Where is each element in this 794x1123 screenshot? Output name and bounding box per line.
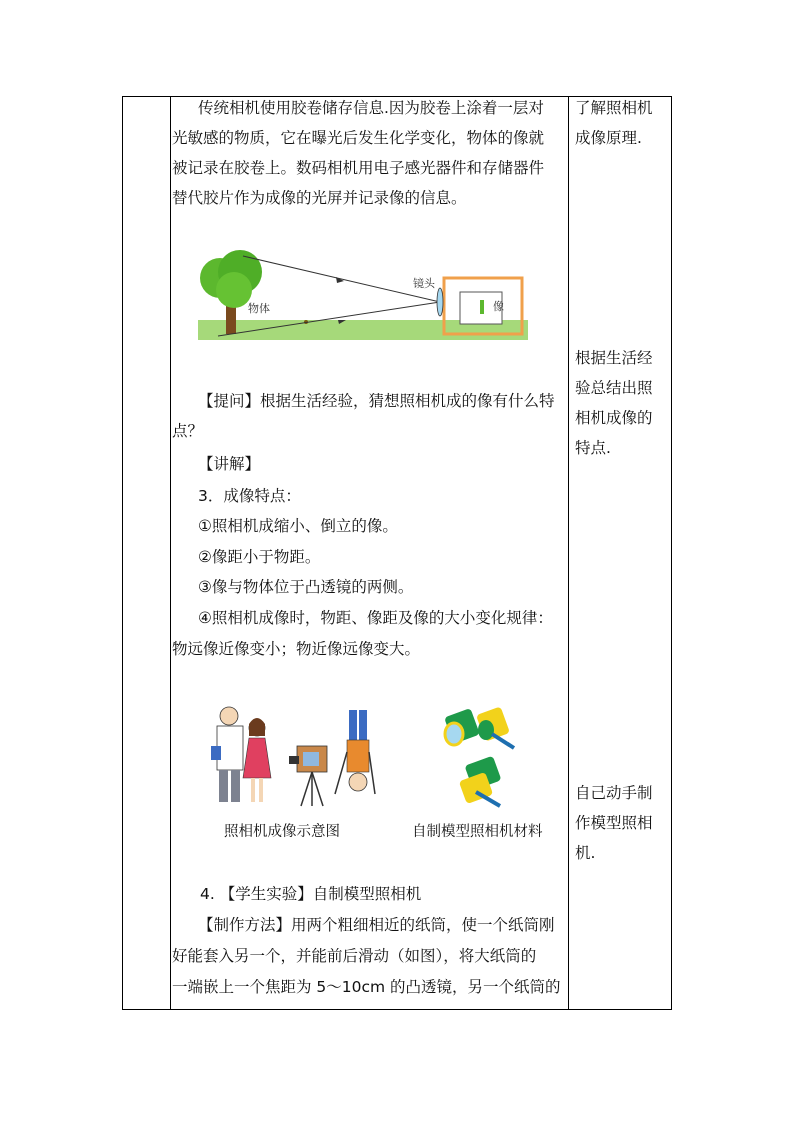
side-note-2 bbox=[575, 343, 665, 463]
side-note-3-line-1: 自己动手制 bbox=[575, 784, 653, 802]
upside-down-figure bbox=[335, 710, 375, 794]
lens-icon bbox=[437, 288, 443, 316]
feature-4-cont: 物远像近像变小；物近像远像变大。 bbox=[172, 640, 421, 658]
image-label: 像 bbox=[493, 300, 504, 313]
camera-imaging-diagram bbox=[198, 250, 528, 342]
side-note-2-line-1: 根据生活经 bbox=[575, 349, 653, 367]
method-line-2: 好能套入另一个，并能前后滑动（如图），将大纸筒的 bbox=[172, 947, 537, 965]
side-note-1-line-1: 了解照相机 bbox=[575, 99, 653, 117]
explain-heading: 【讲解】 bbox=[198, 455, 261, 473]
column-divider-right bbox=[568, 97, 569, 1009]
intro-line-2: 光敏感的物质，它在曝光后发生化学变化，物体的像就 bbox=[172, 129, 545, 147]
column-divider-left bbox=[170, 97, 171, 1009]
intro-line-1: 传统相机使用胶卷储存信息.因为胶卷上涂着一层对 bbox=[198, 99, 544, 117]
question-line-2: 点？ bbox=[172, 422, 204, 440]
feature-2: ②像距小于物距。 bbox=[198, 548, 321, 566]
question-line-1: 【提问】根据生活经验，猜想照相机成的像有什么特 bbox=[198, 392, 555, 410]
experiment-heading: 4. 【学生实验】自制模型照相机 bbox=[200, 885, 422, 903]
features-heading: 3．成像特点： bbox=[198, 487, 301, 505]
object-label: 物体 bbox=[248, 302, 270, 315]
intro-line-4: 替代胶片作为成像的光屏并记录像的信息。 bbox=[172, 189, 467, 207]
girl-figure bbox=[243, 718, 271, 802]
side-note-2-line-4: 特点. bbox=[575, 439, 611, 457]
old-camera-icon bbox=[289, 746, 327, 806]
ray-top bbox=[243, 256, 440, 302]
side-note-3-line-2: 作模型照相 bbox=[575, 814, 653, 832]
side-note-1 bbox=[575, 93, 665, 153]
side-note-3 bbox=[575, 778, 665, 868]
ray-arrow-1 bbox=[336, 277, 344, 283]
method-line-3: 一端嵌上一个焦距为 5～10cm 的凸透镜，另一个纸筒的 bbox=[172, 978, 561, 996]
feature-3: ③像与物体位于凸透镜的两侧。 bbox=[198, 578, 414, 596]
lens-label: 镜头 bbox=[413, 277, 435, 290]
caption-left: 照相机成像示意图 bbox=[224, 824, 340, 840]
side-note-1-line-2: 成像原理. bbox=[575, 129, 642, 147]
method-line-1: 【制作方法】用两个粗细相近的纸筒，使一个纸筒刚 bbox=[198, 916, 555, 934]
tube-pair-bottom bbox=[459, 756, 502, 806]
feature-1: ①照相机成缩小、倒立的像。 bbox=[198, 517, 398, 535]
people-camera-illustration bbox=[205, 702, 385, 810]
side-note-3-line-3: 机. bbox=[575, 844, 596, 862]
side-note-2-line-3: 相机成像的 bbox=[575, 409, 653, 427]
intro-line-3: 被记录在胶卷上。数码相机用电子感光器件和存储器件 bbox=[172, 159, 545, 177]
teacher-figure bbox=[211, 707, 243, 802]
side-note-2-line-2: 验总结出照 bbox=[575, 379, 653, 397]
feature-4: ④照相机成像时，物距、像距及像的大小变化规律： bbox=[198, 609, 553, 627]
tube-pair-top bbox=[444, 706, 514, 748]
caption-right: 自制模型照相机材料 bbox=[412, 824, 543, 840]
paper-tubes-illustration bbox=[440, 700, 550, 810]
